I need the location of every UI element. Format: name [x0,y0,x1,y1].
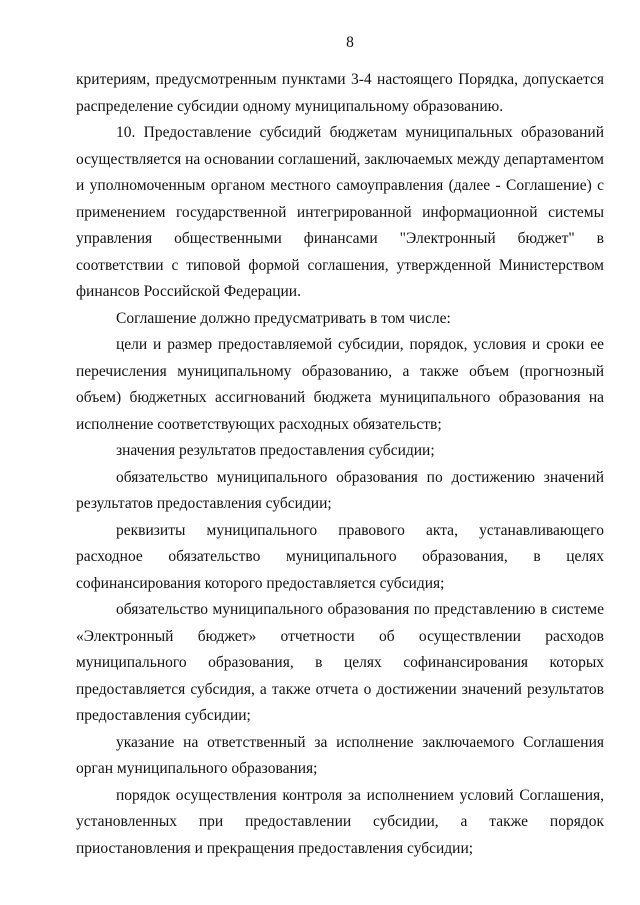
paragraph-item-10: 10. Предоставление субсидий бюджетам муниципальных образований осуществляется на основании соглашений, заключаемых между департаментом и уполномоченным органом местного самоуправления (далее - Соглашение) с применением государственной интегрированной информационной системы управления общественными финансами "Электронный бюджет" в соответствии с типовой формой соглашения, утвержденной Министерством финансов Российской Федерации. [76,124,604,300]
paragraph-control-procedure: порядок осуществления контроля за исполнением условий Соглашения, установленных при предоставлении субсидии, а также порядок приостановления и прекращения предоставления субсидии; [76,786,604,857]
paragraph-goals-amount: цели и размер предоставляемой субсидии, порядок, условия и сроки ее перечисления муниципальному образованию, а также объем (прогнозный объем) бюджетных ассигнований бюджета муниципального образования на исполнение соответствующих расходных обязательств; [76,336,604,433]
paragraph-continuation: критериям, предусмотренным пунктами 3-4 настоящего Порядка, допускается распределение субсидии одному муниципальному образованию. [76,71,604,115]
paragraph-result-values: значения результатов предоставления субсидии; [116,442,435,459]
paragraph-legal-act-details: реквизиты муниципального правового акта, устанавливающего расходное обязательство муниципального образования, в целях софинансирования которого предоставляется субсидия; [76,521,604,592]
paragraph-responsible-body: указание на ответственный за исполнение заключаемого Соглашения орган муниципального образования; [76,733,604,777]
page-number: 8 [346,34,354,51]
paragraph-reporting-obligation: обязательство муниципального образования по представлению в системе «Электронный бюджет» отчетности об осуществлении расходов муниципального образования, в целях софинансирования которых предоставляется субсидия, а также отчета о достижении значений результатов предоставления субсидии; [76,601,604,724]
paragraph-agreement-intro: Соглашение должно предусматривать в том числе: [116,309,451,327]
paragraph-obligation-results: обязательство муниципального образования по достижению значений результатов предоставления субсидии; [76,468,604,512]
